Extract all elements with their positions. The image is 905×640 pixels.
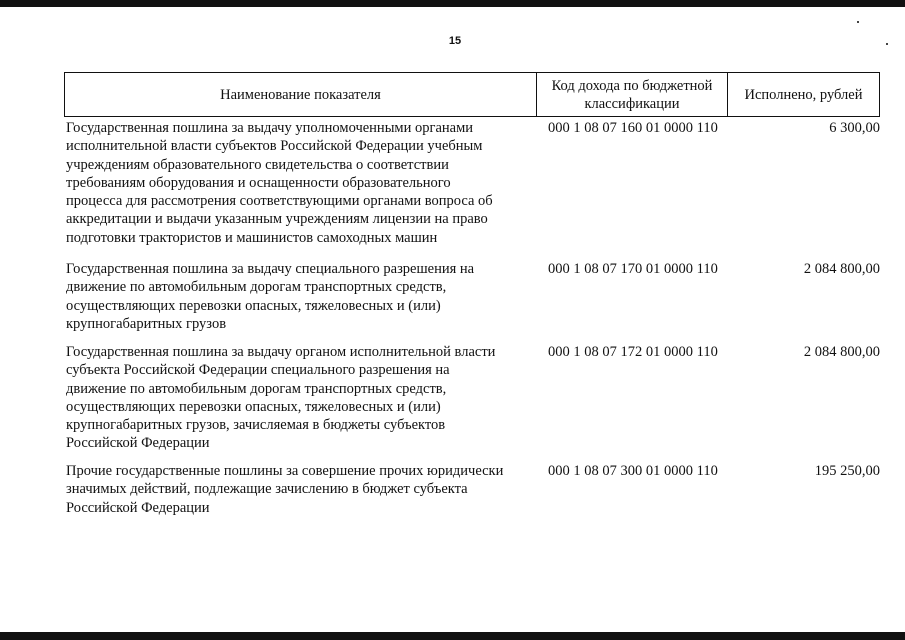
- row-name: [66, 343, 536, 453]
- header-code: [537, 73, 728, 116]
- row-name-line: осуществляющих перевозки опасных, тяжеловесных и (или): [66, 297, 441, 314]
- row-name-line: крупногабаритных грузов, зачисляемая в бюджеты субъектов: [66, 417, 446, 434]
- row-amount: 2 084 800,00: [803, 344, 880, 360]
- header-amount: [728, 73, 879, 116]
- row-name: [66, 462, 536, 517]
- row-name: [66, 260, 536, 333]
- row-name-line: исполнительной власти субъектов Российской Федерации учебным: [66, 138, 483, 155]
- row-code: 000 1 08 07 160 01 0000 110: [548, 120, 718, 136]
- row-amount: 195 250,00: [814, 463, 880, 479]
- header-amount-label: Исполнено, рублей: [744, 86, 863, 103]
- row-name-line: Государственная пошлина за выдачу специального разрешения на: [66, 261, 475, 277]
- row-name-line: подготовки трактористов и машинистов самоходных машин: [66, 229, 438, 246]
- page-number: 15: [448, 35, 462, 47]
- row-name-line: крупногабаритных грузов: [66, 315, 227, 332]
- scan-top-border: [0, 0, 905, 7]
- row-name-line: аккредитации и выдачи указанным учреждениям лицензии на право: [66, 211, 488, 228]
- header-code-line-1: Код дохода по бюджетной: [551, 77, 713, 94]
- header-code-label: [552, 77, 713, 113]
- row-code: 000 1 08 07 300 01 0000 110: [548, 463, 718, 479]
- row-name: [66, 119, 536, 247]
- row-name-line: процесса для рассмотрения соответствующими органами вопроса об: [66, 193, 493, 210]
- row-name-line: осуществляющих перевозки опасных, тяжеловесных и (или): [66, 398, 441, 415]
- row-name-line: требованиям оборудования и оснащенности образовательного: [66, 174, 451, 191]
- header-name: [65, 73, 537, 116]
- scan-bottom-border: [0, 632, 905, 640]
- row-name-line: субъекта Российской Федерации специального разрешения на: [66, 362, 450, 379]
- row-code: 000 1 08 07 172 01 0000 110: [548, 344, 718, 360]
- row-name-line: значимых действий, подлежащие зачислению в бюджет субъекта: [66, 481, 468, 498]
- row-name-line: Государственная пошлина за выдачу органом исполнительной власти: [66, 344, 496, 360]
- table-header: [64, 72, 880, 117]
- header-code-line-2: классификации: [584, 95, 680, 112]
- row-amount: 2 084 800,00: [803, 261, 880, 277]
- scan-speck: [857, 21, 859, 23]
- row-name-line: учреждениям образовательного свидетельства о соответствии: [66, 156, 449, 173]
- row-name-line: Российской Федерации: [66, 499, 210, 516]
- row-name-line: Прочие государственные пошлины за совершение прочих юридически: [66, 463, 504, 479]
- row-code: 000 1 08 07 170 01 0000 110: [548, 261, 718, 277]
- row-name-line: движение по автомобильным дорогам транспортных средств,: [66, 380, 447, 397]
- header-name-label: Наименование показателя: [220, 86, 381, 103]
- scan-speck: [886, 43, 888, 45]
- row-name-line: движение по автомобильным дорогам транспортных средств,: [66, 279, 447, 296]
- row-name-line: Государственная пошлина за выдачу уполномоченными органами: [66, 120, 474, 136]
- row-name-line: Российской Федерации: [66, 435, 210, 452]
- row-amount: 6 300,00: [829, 120, 880, 136]
